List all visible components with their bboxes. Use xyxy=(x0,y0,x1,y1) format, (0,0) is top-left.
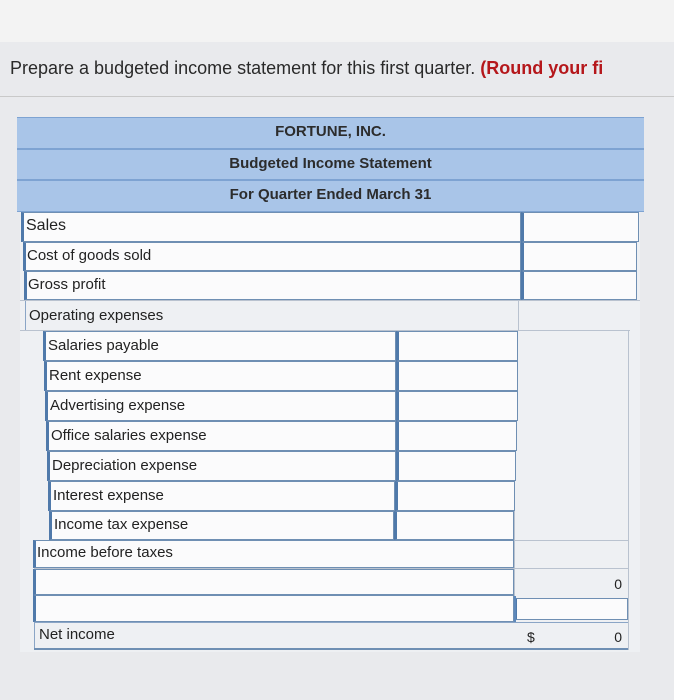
advertising-expense-amount-input[interactable] xyxy=(396,391,518,421)
interest-expense-label: Interest expense xyxy=(53,487,164,504)
salaries-payable-label: Salaries payable xyxy=(48,337,159,354)
blank-row-2-amount-input[interactable] xyxy=(514,598,628,620)
salaries-payable-amount-input[interactable] xyxy=(396,331,518,361)
blank-row-1-total: 0 xyxy=(614,576,622,592)
blank-label-input-2[interactable] xyxy=(33,595,514,622)
rent-expense-label: Rent expense xyxy=(49,367,142,384)
cogs-label: Cost of goods sold xyxy=(27,247,152,264)
net-income-label: Net income xyxy=(39,626,115,643)
sales-amount-input[interactable] xyxy=(521,212,639,242)
instruction-text: Prepare a budgeted income statement for this first quarter. (Round your fi xyxy=(10,58,604,78)
instruction-emphasis: (Round your fi xyxy=(480,58,604,78)
sales-label: Sales xyxy=(26,217,67,234)
net-income-total: 0 xyxy=(614,629,622,645)
office-salaries-expense-label: Office salaries expense xyxy=(51,427,207,444)
operating-expenses-label: Operating expenses xyxy=(29,307,164,324)
sales-label-cell[interactable] xyxy=(21,212,521,242)
currency-symbol: $ xyxy=(527,629,535,645)
statement-period: For Quarter Ended March 31 xyxy=(229,186,432,203)
statement-title: Budgeted Income Statement xyxy=(229,155,432,172)
gross-profit-amount-input[interactable] xyxy=(521,271,637,300)
right-edge xyxy=(628,330,629,650)
depreciation-expense-label: Depreciation expense xyxy=(52,457,198,474)
company-name: FORTUNE, INC. xyxy=(275,123,386,140)
income-tax-expense-label: Income tax expense xyxy=(54,516,189,533)
interest-expense-amount-input[interactable] xyxy=(395,481,515,511)
divider xyxy=(0,96,674,97)
gross-profit-label: Gross profit xyxy=(28,276,106,293)
advertising-expense-label: Advertising expense xyxy=(50,397,186,414)
income-tax-expense-amount-input[interactable] xyxy=(394,511,514,540)
cogs-amount-input[interactable] xyxy=(521,242,637,271)
office-salaries-expense-amount-input[interactable] xyxy=(396,421,517,451)
column-accent xyxy=(514,596,516,622)
rent-expense-amount-input[interactable] xyxy=(396,361,518,391)
blank-label-input-1[interactable] xyxy=(33,569,514,595)
income-before-taxes-label: Income before taxes xyxy=(37,544,173,561)
depreciation-expense-amount-input[interactable] xyxy=(396,451,516,481)
top-band xyxy=(0,0,674,42)
